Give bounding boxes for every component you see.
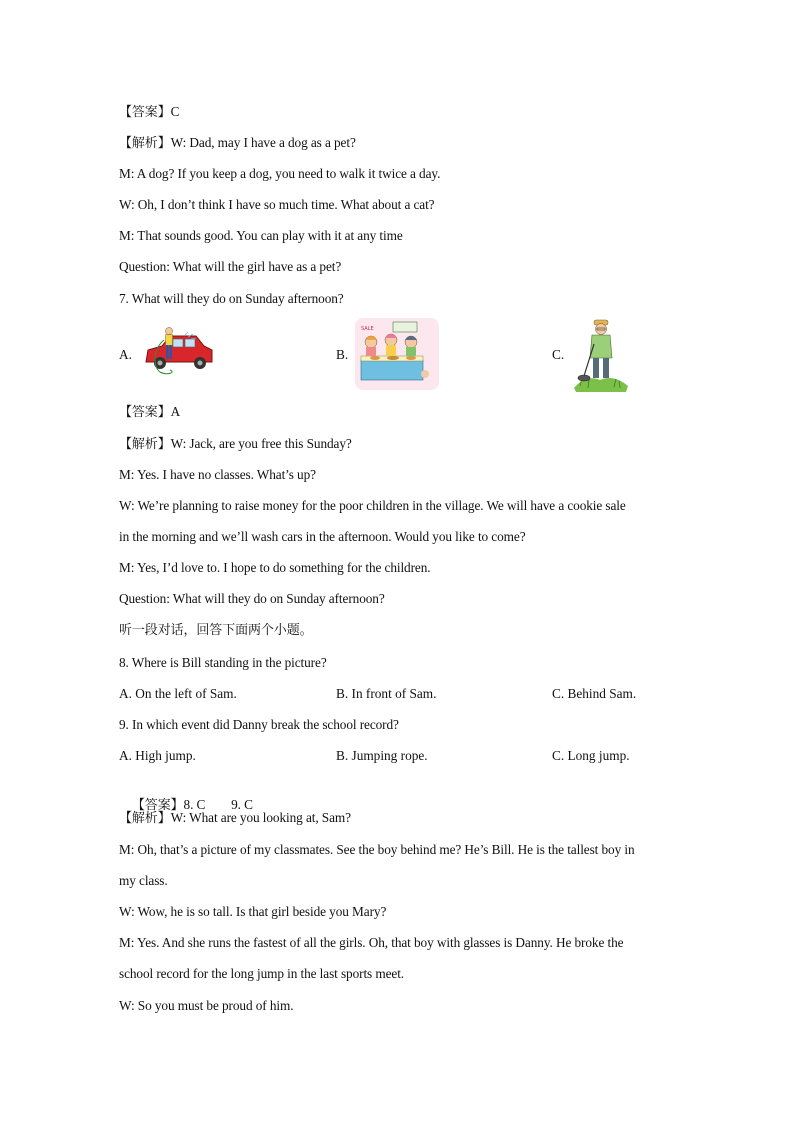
transcript-line: W: Oh, I don’t think I have so much time. What about a cat? [119, 197, 435, 212]
q6-analysis [119, 134, 356, 153]
q6-answer [119, 103, 179, 122]
transcript-line: M: Yes, I’d love to. I hope to do something for the children. [119, 560, 431, 575]
analysis-label: 【解析】 [119, 136, 171, 151]
answer-value: A [170, 404, 181, 419]
svg-text:SALE: SALE [361, 326, 374, 332]
transcript-line: M: A dog? If you keep a dog, you need to walk it twice a day. [119, 166, 441, 181]
q9-option-c: C. Long jump. [552, 748, 630, 763]
q9-question: 9. In which event did Danny break the school record? [119, 717, 399, 732]
analysis-label: 【解析】 [119, 437, 171, 452]
answer-label: 【答案】 [119, 405, 171, 420]
transcript-line: Question: What will they do on Sunday afternoon? [119, 591, 385, 606]
section-instruction: 听一段对话，回答下面两个小题。 [119, 623, 313, 638]
q8-option-b: B. In front of Sam. [336, 686, 437, 701]
q9-option-a: A. High jump. [119, 748, 196, 763]
q7-question: 7. What will they do on Sunday afternoon? [119, 291, 344, 306]
transcript-line: my class. [119, 873, 168, 888]
answer-value: C [170, 104, 180, 119]
transcript-line: W: So you must be proud of him. [119, 998, 294, 1013]
q7-option-c-label: C. [552, 347, 565, 362]
q9-option-b: B. Jumping rope. [336, 748, 428, 763]
transcript-line: M: Oh, that’s a picture of my classmates. See the boy behind me? He’s Bill. He is the tallest boy in [119, 842, 635, 857]
q8-question: 8. Where is Bill standing in the picture? [119, 655, 327, 670]
answer-value: 8. C 9. C [183, 797, 253, 812]
q7-answer [119, 403, 180, 422]
transcript-line: M: Yes. And she runs the fastest of all the girls. Oh, that boy with glasses is Danny. He broke the [119, 935, 624, 950]
transcript-line: school record for the long jump in the last sports meet. [119, 966, 405, 981]
q7-option-b-cookie-sale-image [353, 318, 439, 390]
q7-option-b-label: B. [336, 347, 349, 362]
q8-option-c: C. Behind Sam. [552, 686, 637, 701]
transcript-line: M: Yes. I have no classes. What’s up? [119, 467, 316, 482]
transcript-line: W: We’re planning to raise money for the poor children in the village. We will have a cookie sale [119, 498, 626, 513]
answer-label: 【答案】 [119, 105, 171, 120]
q89-analysis [119, 809, 351, 828]
transcript-line: in the morning and we’ll wash cars in the afternoon. Would you like to come? [119, 529, 526, 544]
transcript-line: W: Wow, he is so tall. Is that girl beside you Mary? [119, 904, 387, 919]
transcript-line: W: What are you looking at, Sam? [170, 810, 351, 825]
transcript-line: M: That sounds good. You can play with it at any time [119, 228, 403, 243]
q7-option-a-car-wash-image [140, 326, 216, 376]
transcript-line: Question: What will the girl have as a pet? [119, 259, 342, 274]
q7-analysis [119, 435, 352, 454]
q7-option-c-gardening-image [570, 318, 630, 394]
transcript-line: W: Jack, are you free this Sunday? [170, 436, 352, 451]
q8-option-a: A. On the left of Sam. [119, 686, 237, 701]
answer-label: 【答案】 [131, 798, 184, 813]
q7-option-a-label: A. [119, 347, 132, 362]
transcript-line: W: Dad, may I have a dog as a pet? [170, 135, 356, 150]
analysis-label: 【解析】 [119, 811, 171, 826]
